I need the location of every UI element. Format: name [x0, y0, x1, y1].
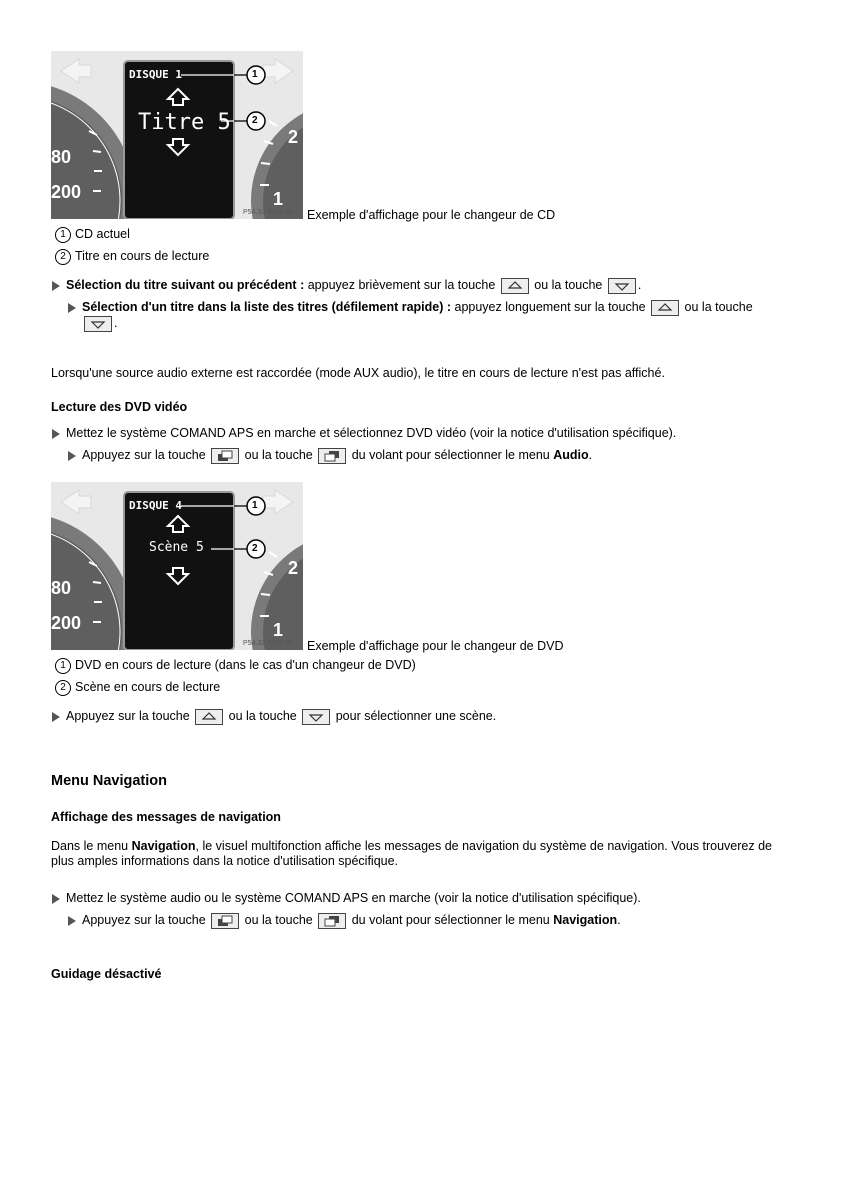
page-forward-key-icon — [318, 448, 346, 464]
figure-caption: Exemple d'affichage pour le changeur de CD — [307, 208, 556, 222]
step-bold: Audio — [553, 448, 589, 462]
step-text: du volant pour sélectionner le menu — [348, 913, 554, 927]
step-text: ou la touche — [225, 709, 301, 723]
step-text: . — [617, 913, 621, 927]
display-disc-label: DISQUE 4 — [129, 499, 182, 512]
page-forward-key-icon — [318, 913, 346, 929]
step-text: . — [588, 448, 593, 462]
arrow-down-key-icon — [302, 709, 330, 725]
step-text: ou la touche — [681, 300, 753, 314]
step-text: . — [637, 278, 642, 292]
instruction-substep — [68, 912, 621, 929]
step-text: ou la touche — [241, 448, 317, 462]
arrow-up-key-icon — [501, 278, 529, 294]
gauge-label: 200 — [51, 613, 82, 633]
step-text: ou la touche — [241, 913, 317, 927]
subsection-heading: Affichage des messages de navigation — [51, 810, 281, 824]
aux-note: Lorsqu'une source audio externe est raccordée (mode AUX audio), le titre en cours de lecture n'est pas affiché. — [51, 366, 665, 380]
instruction-step — [52, 890, 641, 906]
callout-1: 1 — [252, 69, 258, 80]
callout-2: 2 — [252, 115, 258, 126]
bullet-arrow-icon — [52, 712, 60, 722]
legend-text: Titre en cours de lecture — [75, 249, 210, 263]
bullet-arrow-icon — [52, 281, 60, 291]
legend-item — [55, 226, 130, 243]
gauge-label: 200 — [51, 182, 82, 202]
step-text: ou la touche — [530, 278, 606, 292]
step-text: Mettez le système COMAND APS en marche et sélectionnez DVD vidéo (voir la notice d'utilisation spécifique). — [66, 426, 677, 440]
bullet-arrow-icon — [68, 916, 76, 926]
arrow-down-key-icon — [84, 316, 112, 332]
cd-display-figure — [51, 51, 303, 219]
instruction-substep — [68, 447, 592, 464]
para-text: , le visuel multifonction affiche les messages de navigation du système de navigation. Vous trouverez de — [195, 839, 773, 853]
gauge-label: 1 — [273, 620, 284, 640]
gauge-label: 1 — [273, 189, 284, 209]
para-text: Dans le menu — [51, 839, 132, 853]
step-text: appuyez brièvement sur la touche — [304, 278, 499, 292]
gauge-label: 2 — [288, 127, 299, 147]
callout-1: 1 — [252, 500, 258, 511]
figure-caption: Exemple d'affichage pour le changeur de DVD — [307, 639, 564, 653]
legend-item — [55, 657, 416, 674]
callout-2: 2 — [252, 543, 258, 554]
para-bold: Navigation — [131, 839, 196, 853]
nav-paragraph-line2: plus amples informations dans la notice d'utilisation spécifique. — [51, 854, 399, 868]
step-bold: Sélection du titre suivant ou précédent : — [66, 278, 305, 292]
bullet-arrow-icon — [52, 894, 60, 904]
subsection-heading: Guidage désactivé — [51, 967, 162, 981]
page-back-key-icon — [211, 448, 239, 464]
instruction-substep — [68, 299, 753, 316]
gauge-label: 2 — [288, 558, 299, 578]
arrow-down-key-icon — [608, 278, 636, 294]
arrow-up-key-icon — [651, 300, 679, 316]
step-text: Appuyez sur la touche — [82, 448, 210, 462]
callout-number: 1 — [55, 658, 71, 674]
legend-text: Scène en cours de lecture — [75, 680, 221, 694]
arrow-up-key-icon — [195, 709, 223, 725]
dvd-heading: Lecture des DVD vidéo — [51, 400, 188, 414]
gauge-label: 80 — [51, 147, 72, 167]
step-text: . — [114, 316, 118, 330]
step-bold: Sélection d'un titre dans la liste des titres (défilement rapide) : — [82, 300, 452, 314]
step-text: appuyez longuement sur la touche — [451, 300, 650, 314]
instruction-substep-cont — [82, 315, 117, 332]
callout-number: 2 — [55, 249, 71, 265]
gauge-label: 80 — [51, 578, 72, 598]
figure-code: P54.32-7186-31 — [243, 640, 294, 647]
instruction-step — [52, 425, 676, 441]
page-back-key-icon — [211, 913, 239, 929]
legend-text: DVD en cours de lecture (dans le cas d'un changeur de DVD) — [75, 658, 416, 672]
legend-text: CD actuel — [75, 227, 130, 241]
step-text: Mettez le système audio ou le système COMAND APS en marche (voir la notice d'utilisation spécifique). — [66, 891, 641, 905]
step-text: pour sélectionner une scène. — [332, 709, 497, 723]
display-disc-label: DISQUE 1 — [129, 68, 182, 81]
bullet-arrow-icon — [68, 303, 76, 313]
instruction-step — [52, 708, 496, 725]
step-text: du volant pour sélectionner le menu — [348, 448, 554, 462]
step-text: Appuyez sur la touche — [82, 913, 210, 927]
display-scene-label: Scène 5 — [149, 540, 204, 555]
dvd-display-figure — [51, 482, 303, 650]
callout-number: 2 — [55, 680, 71, 696]
step-text: Appuyez sur la touche — [66, 709, 194, 723]
instruction-step — [52, 277, 641, 294]
bullet-arrow-icon — [52, 429, 60, 439]
step-bold: Navigation — [553, 913, 618, 927]
legend-item — [55, 679, 220, 696]
section-title: Menu Navigation — [51, 773, 168, 789]
nav-paragraph — [51, 838, 772, 854]
callout-number: 1 — [55, 227, 71, 243]
bullet-arrow-icon — [68, 451, 76, 461]
figure-code: P54.32-8148-31 — [243, 209, 294, 216]
legend-item — [55, 248, 209, 265]
display-track-label: Titre 5 — [138, 110, 231, 135]
